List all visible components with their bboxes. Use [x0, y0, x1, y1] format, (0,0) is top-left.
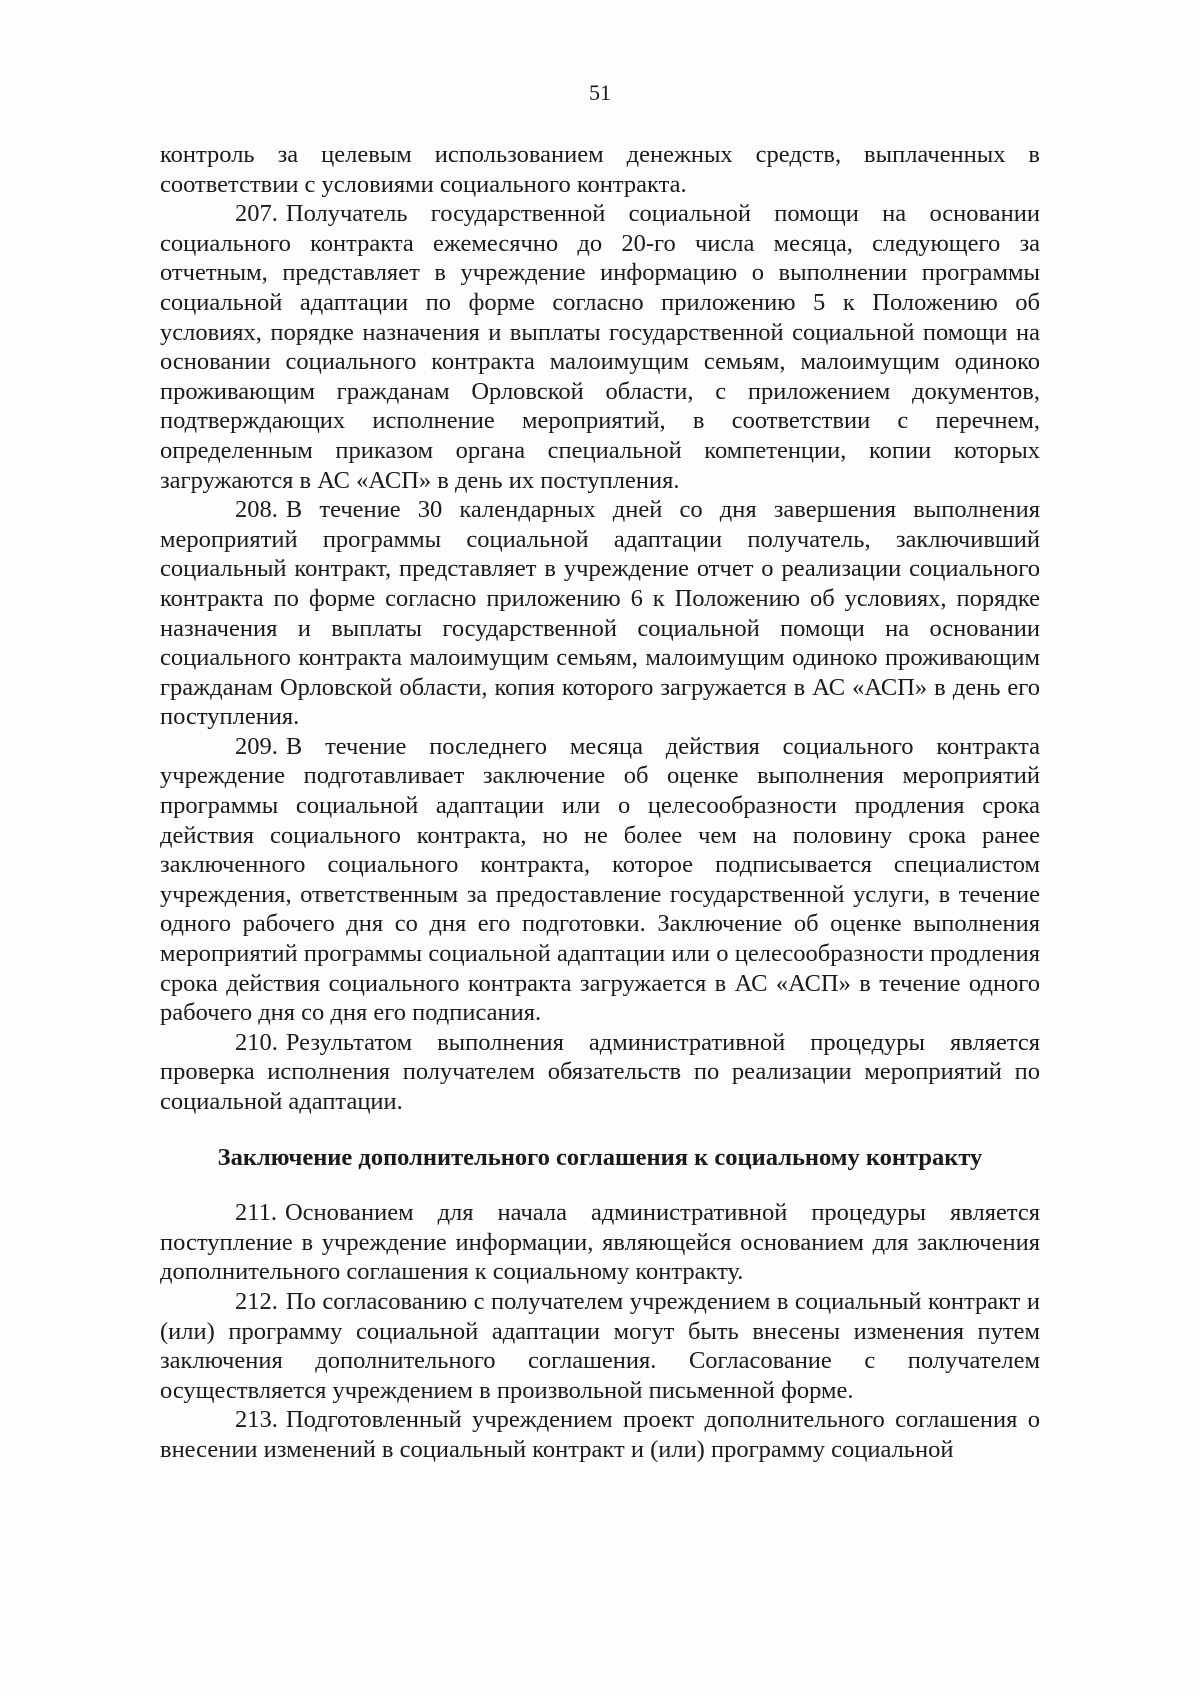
paragraph-text: контроль за целевым использованием денежных средств, выплаченных в соответствии с условиями социального контракта. [160, 141, 1040, 198]
paragraph-207 [160, 199, 1040, 495]
paragraph-number: 208. [235, 496, 278, 524]
paragraph-continuation [160, 140, 1040, 199]
paragraph-209 [160, 732, 1040, 1028]
paragraph-210 [160, 1028, 1040, 1117]
paragraph-text: Подготовленный учреждением проект дополнительного соглашения о внесении изменений в социальный контракт и (или) программу социальной [160, 1406, 1040, 1463]
paragraph-number: 209. [235, 732, 278, 760]
paragraph-text: По согласованию с получателем учреждением в социальный контракт и (или) программу социальной адаптации могут быть внесены изменения путем заключения дополнительного соглашения. Согласование с получателем осуществляется учреждением в произвольной письменной форме. [160, 1287, 1040, 1404]
paragraph-text: Получатель государственной социальной помощи на основании социального контракта ежемесячно до 20-го числа месяца, следующего за отчетным, представляет в учреждение информацию о выполнении программы социальной адаптации по форме согласно приложению 5 к Положению об условиях, порядке назначения и выплаты государственной социальной помощи на основании социального контракта малоимущим семьям, малоимущим одиноко проживающим гражданам Орловской области, с приложением документов, подтверждающих исполнение мероприятий, в соответствии с перечнем, определенным приказом органа специальной компетенции, копии которых загружаются в АС «АСП» в день их поступления. [160, 200, 1040, 494]
paragraph-text: Результатом выполнения административной процедуры является проверка исполнения получателем обязательств по реализации мероприятий по социальной адаптации. [160, 1028, 1040, 1115]
paragraph-213 [160, 1405, 1040, 1464]
document-body [160, 140, 1040, 1465]
page-number: 51 [589, 80, 611, 105]
paragraph-number: 210. [235, 1028, 278, 1056]
paragraph-text: В течение последнего месяца действия социального контракта учреждение подготавливает заключение об оценке выполнения мероприятий программы социальной адаптации или о целесообразности продления срока действия социального контракта, но не более чем на половину срока ранее заключенного социального контракта, которое подписывается специалистом учреждения, ответственным за предоставление государственной услуги, в течение одного рабочего дня со дня его подготовки. Заключение об оценке выполнения мероприятий программы социальной адаптации или о целесообразности продления срока действия социального контракта загружается в АС «АСП» в течение одного рабочего дня со дня его подписания. [160, 732, 1040, 1027]
paragraph-text: В течение 30 календарных дней со дня завершения выполнения мероприятий программы социальной адаптации получатель, заключивший социальный контракт, представляет в учреждение отчет о реализации социального контракта по форме согласно приложению 6 к Положению об условиях, порядке назначения и выплаты государственной социальной помощи на основании социального контракта малоимущим семьям, малоимущим одиноко проживающим гражданам Орловской области, копия которого загружается в АС «АСП» в день его поступления. [160, 496, 1040, 731]
paragraph-212 [160, 1287, 1040, 1405]
paragraph-text: Основанием для начала административной процедуры является поступление в учреждение информации, являющейся основанием для заключения дополнительного соглашения к социальному контракту. [160, 1199, 1040, 1286]
paragraph-211 [160, 1198, 1040, 1287]
paragraph-number: 207. [235, 200, 278, 228]
section-heading: Заключение дополнительного соглашения к социальному контракту [217, 1143, 983, 1171]
paragraph-number: 212. [235, 1287, 278, 1315]
paragraph-208 [160, 495, 1040, 732]
paragraph-number: 213. [235, 1406, 278, 1434]
paragraph-number: 211. [235, 1199, 277, 1227]
